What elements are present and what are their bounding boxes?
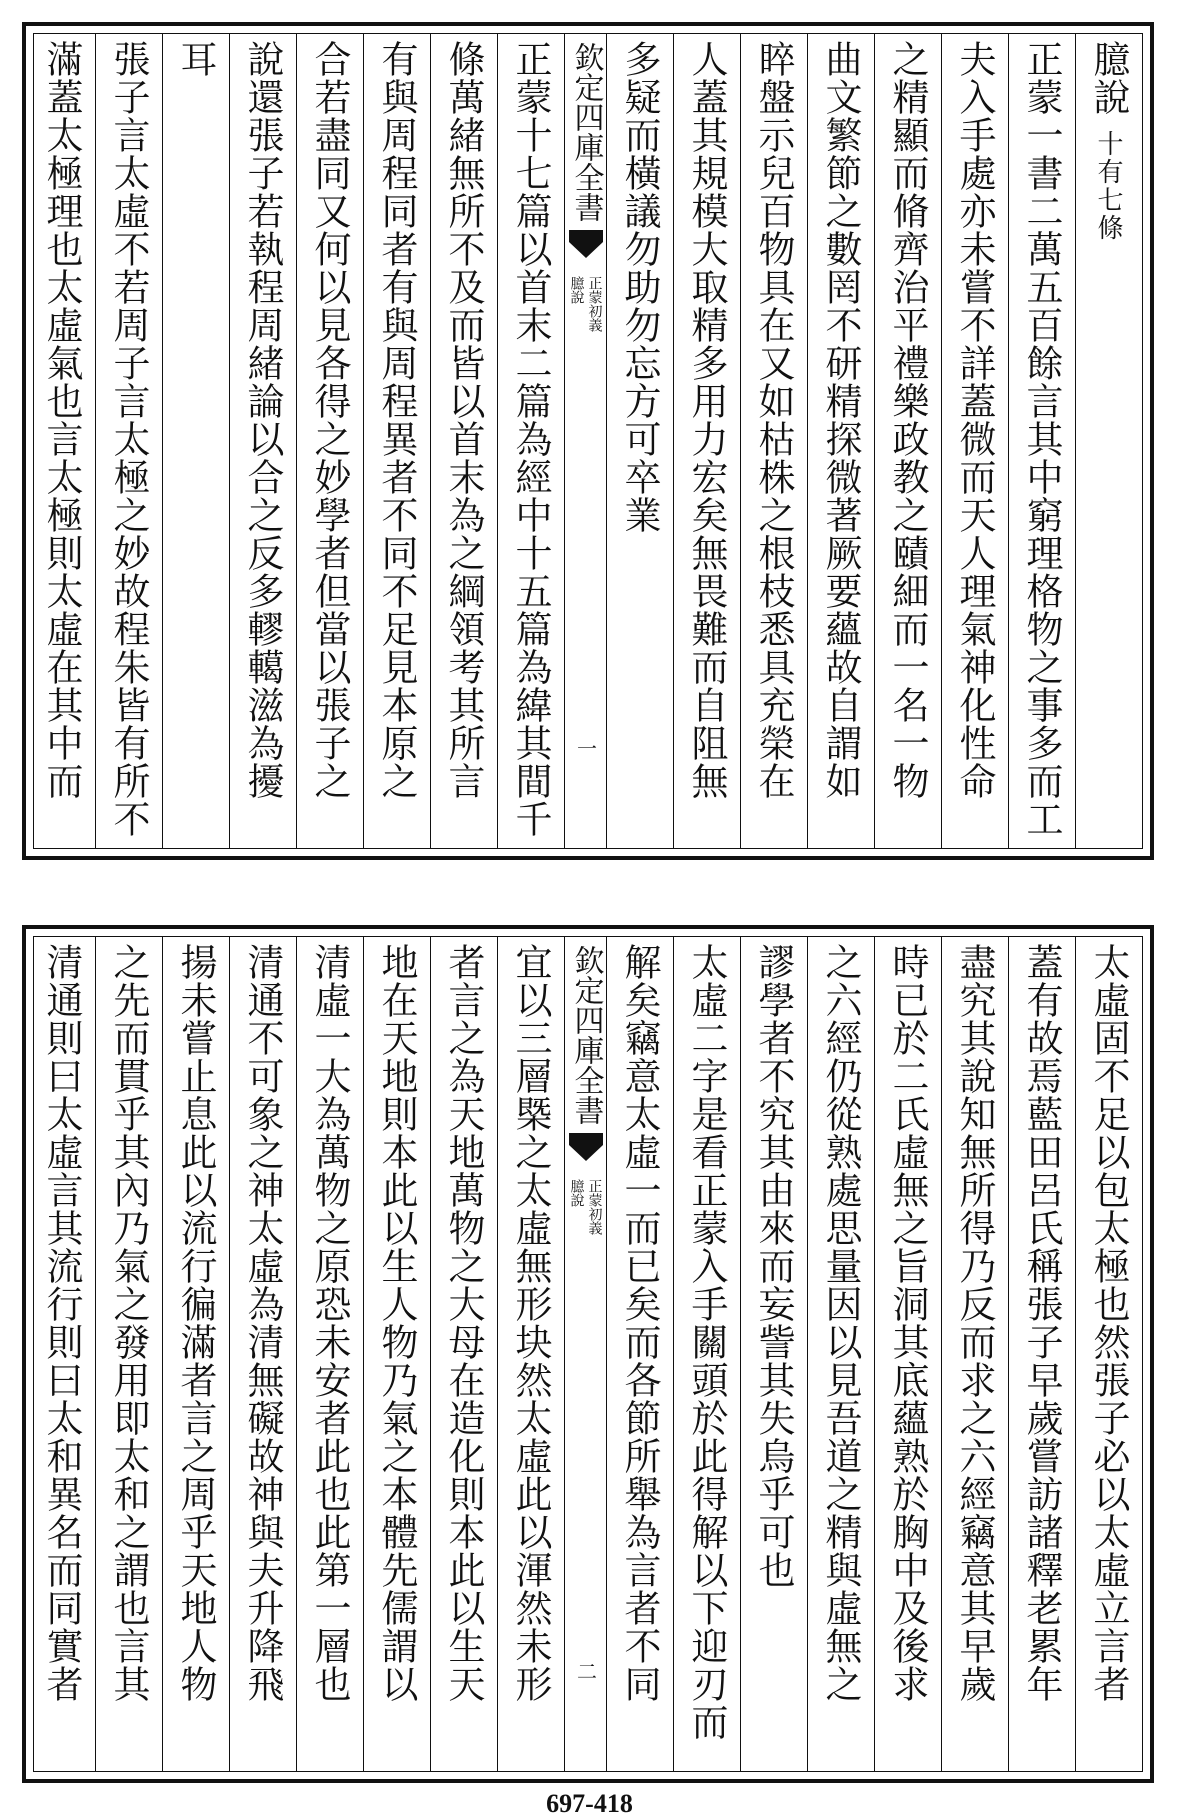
text-column: 清虛一大為萬物之原恐未安者此也此第一層也 <box>296 937 363 1771</box>
text-column: 正蒙一書二萬五百餘言其中窮理格物之事多而工 <box>1008 34 1075 848</box>
text-column: 耳 <box>162 34 229 848</box>
page-number: 一 <box>573 738 598 758</box>
book-title: 欽定四庫全書 <box>568 42 604 222</box>
text-column: 宜以三層槩之太虛無形块然太虛此以渾然未形 <box>497 937 564 1771</box>
text-column: 正蒙十七篇以首末二篇為經中十五篇為緯其間千 <box>497 34 564 848</box>
center-fold <box>564 34 606 848</box>
text-column: 說還張子若執程周緒論以合之反多轇轕滋為擾 <box>229 34 296 848</box>
text-column: 太虛二字是看正蒙入手關頭於此得解以下迎刃而 <box>673 937 740 1771</box>
text-column: 之精顯而脩齊治平禮樂政教之賾細而一名一物 <box>874 34 941 848</box>
fish-tail-mark-icon <box>569 230 603 264</box>
fish-tail-mark-icon <box>569 1133 603 1167</box>
top-heading-column <box>1075 34 1142 848</box>
text-column: 之六經仍從熟處思量因以見吾道之精與虛無之 <box>807 937 874 1771</box>
text-column: 謬學者不究其由來而妄訾其失烏乎可也 <box>740 937 807 1771</box>
text-column: 多疑而橫議勿助勿忘方可卒業 <box>606 34 673 848</box>
text-column: 曲文繁節之數罔不研精探微著厥要蘊故自謂如 <box>807 34 874 848</box>
fold-work-title: 正蒙初義 <box>586 276 603 332</box>
section-heading: 臆說 <box>1087 40 1130 116</box>
text-column: 時已於二氏虛無之旨洞其底蘊熟於胸中及後求 <box>874 937 941 1771</box>
text-column: 解矣竊意太虛一而已矣而各節所舉為言者不同 <box>606 937 673 1771</box>
top-page-panel <box>22 22 1154 860</box>
bottom-page-text <box>33 936 1143 1772</box>
text-column: 太虛固不足以包太極也然張子必以太虛立言者 <box>1075 937 1142 1771</box>
text-column: 清通不可象之神太虛為清無礙故神與夫升降飛 <box>229 937 296 1771</box>
top-page-text <box>33 33 1143 849</box>
text-column: 者言之為天地萬物之大母在造化則本此以生天 <box>430 937 497 1771</box>
text-column: 之先而貫乎其內乃氣之發用即太和之謂也言其 <box>95 937 162 1771</box>
page-number: 二 <box>573 1661 598 1681</box>
text-column: 夫入手處亦未嘗不詳蓋微而天人理氣神化性命 <box>941 34 1008 848</box>
text-column: 人蓋其規模大取精多用力宏矣無畏難而自阻無 <box>673 34 740 848</box>
bottom-page-panel <box>22 925 1154 1783</box>
fold-work-title: 正蒙初義 <box>586 1179 603 1235</box>
text-column: 盡究其說知無所得乃反而求之六經竊意其早歲 <box>941 937 1008 1771</box>
text-column: 睟盤示兒百物具在又如枯株之根枝悉具充榮在 <box>740 34 807 848</box>
fold-subtitle <box>569 1179 603 1235</box>
text-column: 揚未嘗止息此以流行徧滿者言之周乎天地人物 <box>162 937 229 1771</box>
text-column: 合若盡同又何以見各得之妙學者但當以張子之 <box>296 34 363 848</box>
text-column: 有與周程同者有與周程異者不同不足見本原之 <box>363 34 430 848</box>
center-fold <box>564 937 606 1771</box>
text-column: 蓋有故焉藍田呂氏稱張子早歲嘗訪諸釋老累年 <box>1008 937 1075 1771</box>
fold-section-title: 臆說 <box>568 1179 585 1207</box>
section-heading-note: 十有七條 <box>1093 130 1123 242</box>
text-column: 地在天地則本此以生人物乃氣之本體先儒謂以 <box>363 937 430 1771</box>
text-column: 清通則曰太虛言其流行則曰太和異名而同實者 <box>40 943 83 1703</box>
fold-section-title: 臆說 <box>568 276 585 304</box>
scan-page-number: 697-418 <box>546 1789 633 1818</box>
book-title: 欽定四庫全書 <box>568 945 604 1125</box>
fold-subtitle <box>569 276 603 332</box>
text-column: 滿蓋太極理也太虛氣也言太極則太虛在其中而 <box>40 40 83 800</box>
text-column: 張子言太虛不若周子言太極之妙故程朱皆有所不 <box>95 34 162 848</box>
text-column: 條萬緒無所不及而皆以首末為之綱領考其所言 <box>430 34 497 848</box>
